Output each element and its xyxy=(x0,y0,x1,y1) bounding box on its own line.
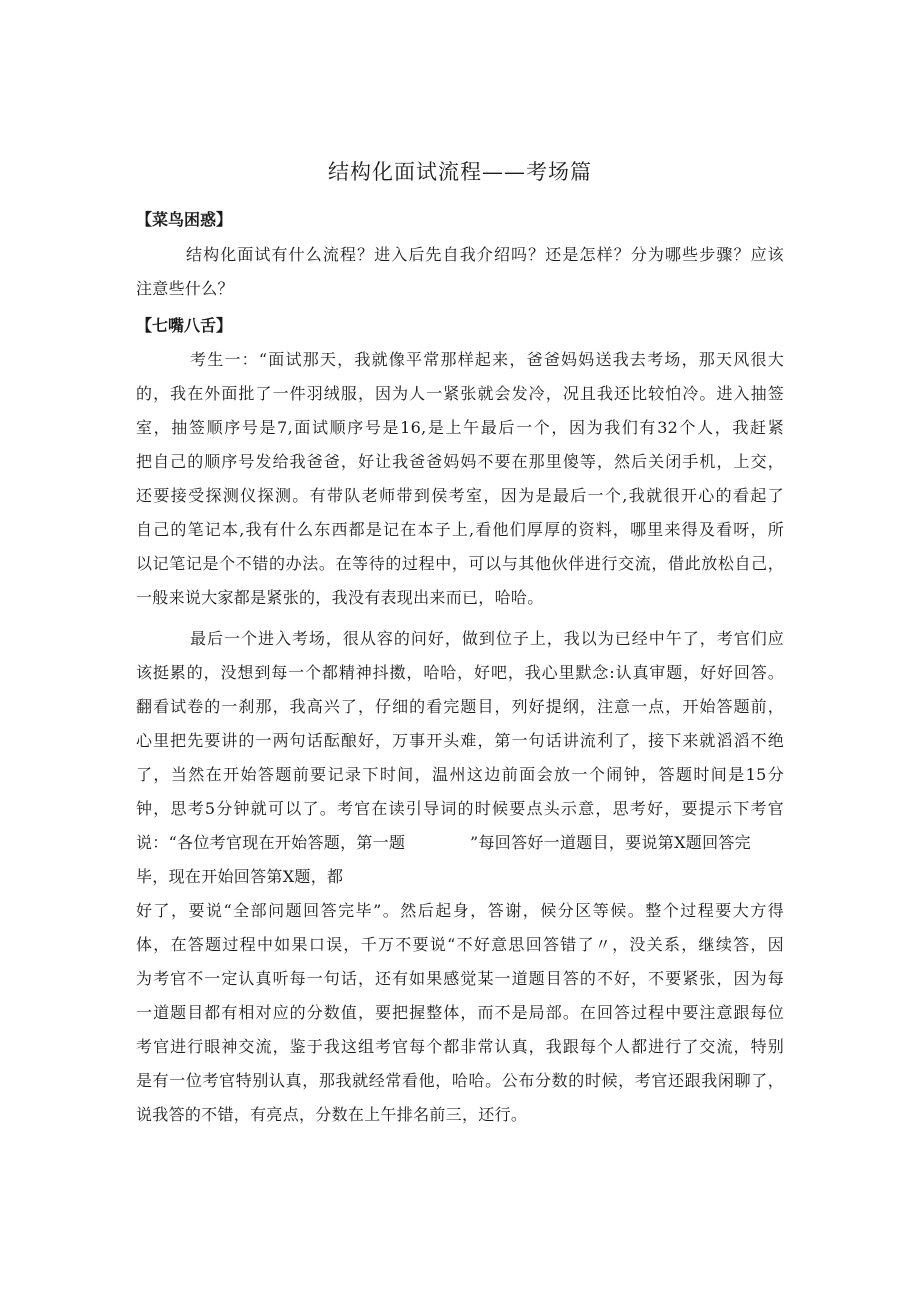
section-heading-discussion: 【七嘴八舌】 xyxy=(136,316,233,335)
paragraph-line: 好了，要说“全部问题回答完毕”。然后起身，答谢，候分区等候。整个过程要大方得 xyxy=(136,901,784,920)
paragraph-line: 还要接受探测仪探测。有带队老师带到侯考室，因为是最后一个,我就很开心的看起了 xyxy=(136,486,784,505)
paragraph-line: 的，我在外面批了一件羽绒服，因为人一紧张就会发冷，况且我还比较怕冷。进入抽签 xyxy=(136,384,784,403)
paragraph-line: 结构化面试有什么流程？进入后先自我介绍吗？还是怎样？分为哪些步骤？应该 xyxy=(186,245,784,264)
paragraph-line: ”每回答好一道题目，要说第X题回答完 xyxy=(470,833,751,852)
paragraph-line: 室，抽签顺序号是7,面试顺序号是16,是上午最后一个，因为我们有32个人，我赶紧 xyxy=(136,418,784,437)
paragraph-line: 毕，现在开始回答第X题，都 xyxy=(136,867,344,886)
paragraph-line: 钟，思考5分钟就可以了。考官在读引导词的时候要点头示意，思考好，要提示下考官 xyxy=(136,799,784,818)
paragraph-line: 自己的笔记本,我有什么东西都是记在本子上,看他们厚厚的资料，哪里来得及看呀，所 xyxy=(136,520,784,539)
paragraph-line: 是有一位考官特别认真，那我就经常看他，哈哈。公布分数的时候，考官还跟我闲聊了， xyxy=(136,1071,784,1090)
paragraph-line: 为考官不一定认真听每一句话，还有如果感觉某一道题目答的不好，不要紧张，因为每 xyxy=(136,969,784,988)
paragraph-line: 考生一：“面试那天，我就像平常那样起来，爸爸妈妈送我去考场，那天风很大 xyxy=(190,350,784,369)
paragraph-line: 说我答的不错，有亮点，分数在上午排名前三，还行。 xyxy=(136,1105,528,1124)
paragraph-line: 了，当然在开始答题前要记录下时间，温州这边前面会放一个闹钟，答题时间是15分 xyxy=(136,765,784,784)
paragraph-line: 以记笔记是个不错的办法。在等待的过程中，可以与其他伙伴进行交流，借此放松自己， xyxy=(136,554,784,573)
paragraph-line: 心里把先要讲的一两句话酝酿好，万事开头难，第一句话讲流利了，接下来就滔滔不绝 xyxy=(136,731,784,750)
section-heading-confusion: 【菜鸟困惑】 xyxy=(136,210,233,229)
paragraph-line: 注意些什么？ xyxy=(136,279,234,298)
paragraph-line: 一般来说大家都是紧张的，我没有表现出来而已，哈哈。 xyxy=(136,588,544,607)
document-title: 结构化面试流程——考场篇 xyxy=(328,160,592,184)
paragraph-line: 说：“各位考官现在开始答题，第一题 xyxy=(136,833,406,852)
paragraph-line: 把自己的顺序号发给我爸爸，好让我爸爸妈妈不要在那里傻等，然后关闭手机，上交， xyxy=(136,452,784,471)
paragraph-line: 考官进行眼神交流，鉴于我这组考官每个都非常认真，我跟每个人都进行了交流，特别 xyxy=(136,1037,784,1056)
paragraph-line: 最后一个进入考场，很从容的问好，做到位子上，我以为已经中午了，考官们应 xyxy=(190,629,784,648)
paragraph-line: 一道题目都有相对应的分数值，要把握整体，而不是局部。在回答过程中要注意跟每位 xyxy=(136,1003,784,1022)
paragraph-line: 该挺累的，没想到每一个都精神抖擞，哈哈，好吧，我心里默念:认真审题，好好回答。 xyxy=(136,663,784,682)
paragraph-line: 翻看试卷的一刹那，我高兴了，仔细的看完题目，列好提纲，注意一点，开始答题前， xyxy=(136,697,784,716)
paragraph-line: 体，在答题过程中如果口误，千万不要说“不好意思回答错了〃，没关系，继续答，因 xyxy=(136,935,784,954)
